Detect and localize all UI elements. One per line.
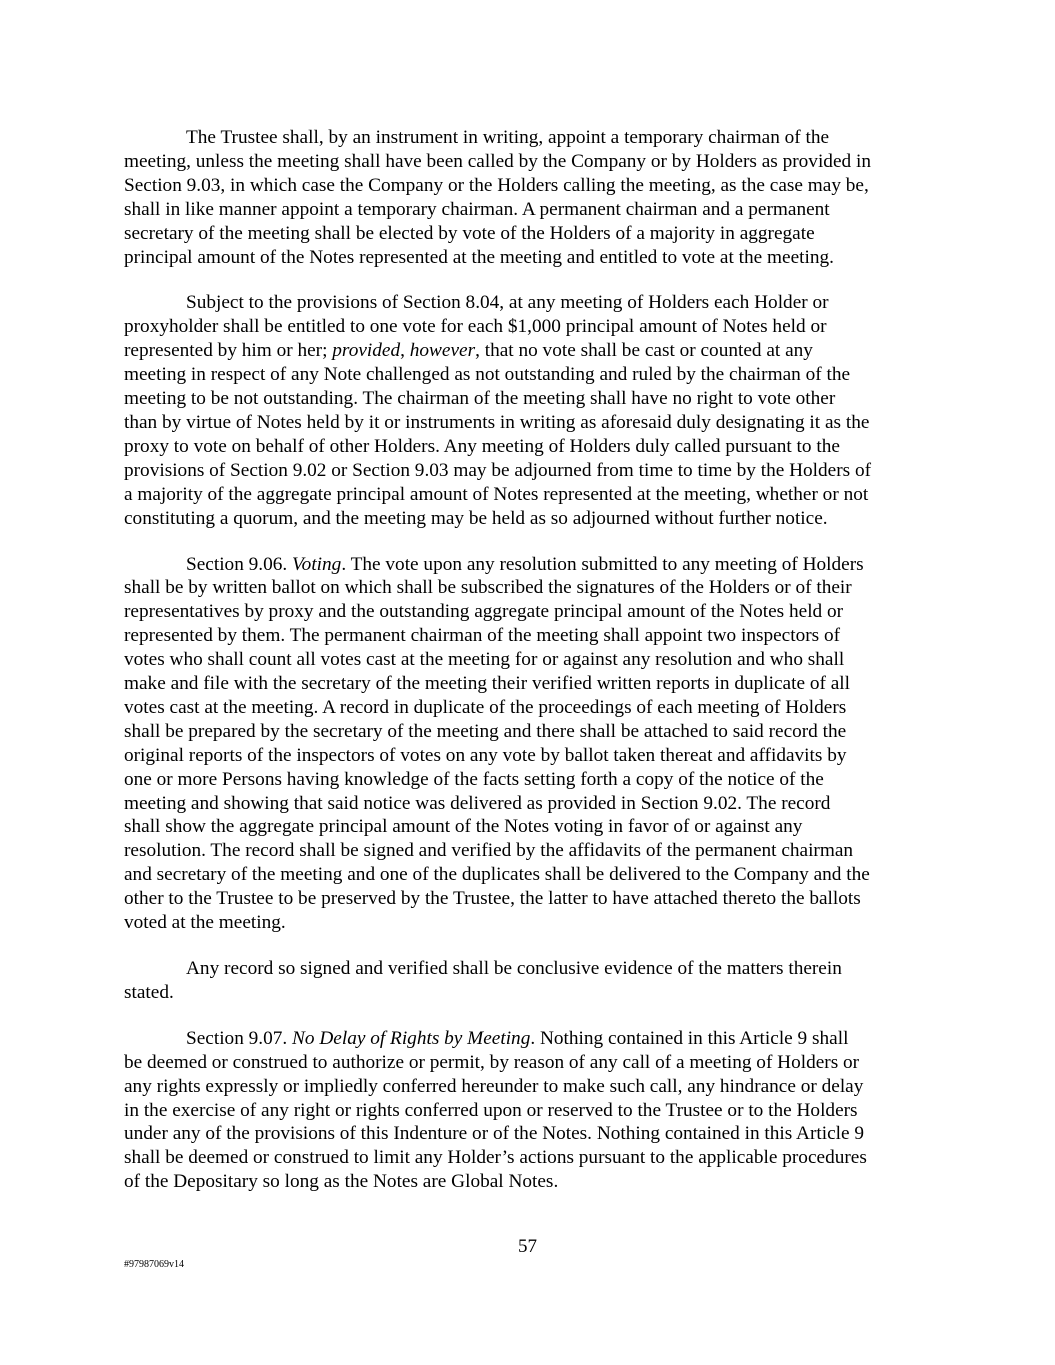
text-line: [62, 720, 932, 744]
text-segment: meeting and showing that said notice was delivered as provided in Section 9.02. The record: [124, 792, 831, 814]
text-segment: proxy to vote on behalf of other Holders. Any meeting of Holders duly called pursuant to the: [124, 435, 840, 457]
text-segment: proxyholder shall be entitled to one vote for each $1,000 principal amount of Notes held or: [124, 316, 827, 338]
text-line: [62, 174, 932, 198]
text-line: [62, 815, 932, 839]
text-segment: meeting in respect of any Note challenged as not outstanding and ruled by the chairman of the: [124, 364, 851, 386]
text-segment: . The vote upon any resolution submitted to any meeting of Holders: [341, 553, 864, 575]
text-line: [62, 624, 932, 648]
text-segment: of the Depositary so long as the Notes are Global Notes.: [124, 1171, 559, 1193]
document-id: #97987069v14: [124, 1259, 184, 1270]
text-segment: principal amount of the Notes represented at the meeting and entitled to vote at the meeting.: [124, 246, 834, 268]
text-line: [124, 957, 932, 981]
text-line: [62, 363, 932, 387]
text-segment: votes who shall count all votes cast at the meeting for or against any resolution and who shall: [124, 649, 845, 671]
text-line: [62, 150, 932, 174]
text-segment: . Nothing contained in this Article 9 shall: [530, 1027, 849, 1049]
text-line: [62, 1051, 932, 1075]
text-line: [124, 126, 932, 150]
paragraph: [124, 126, 932, 269]
text-line: [62, 768, 932, 792]
text-segment: constituting a quorum, and the meeting may be held as so adjourned without further notice.: [124, 507, 828, 529]
text-segment: shall be deemed or construed to limit any Holder’s actions pursuant to the applicable procedures: [124, 1147, 867, 1169]
text-segment: make and file with the secretary of the meeting their verified written reports in duplicate of all: [124, 673, 850, 695]
text-segment: voted at the meeting.: [124, 912, 286, 934]
text-segment: representatives by proxy and the outstanding aggregate principal amount of the Notes held or: [124, 601, 844, 623]
text-line: [62, 435, 932, 459]
text-segment: meeting to be not outstanding. The chairman of the meeting shall have no right to vote other: [124, 388, 836, 410]
text-line: [62, 744, 932, 768]
text-line: [62, 315, 932, 339]
text-segment: Subject to the provisions of Section 8.04, at any meeting of Holders each Holder or: [186, 292, 829, 314]
text-line: [62, 1146, 932, 1170]
text-segment: Section 9.03, in which case the Company or the Holders calling the meeting, as the case may be,: [124, 174, 869, 196]
italic-text: No Delay of Rights by Meeting: [292, 1027, 531, 1049]
paragraph: [124, 553, 932, 936]
text-segment: ,: [400, 340, 410, 362]
paragraph: [124, 957, 932, 1005]
text-segment: other to the Trustee to be preserved by the Trustee, the latter to have attached thereto the ballots: [124, 888, 861, 910]
text-segment: any rights expressly or impliedly conferred hereunder to make such call, any hindrance or delay: [124, 1075, 864, 1097]
text-line: [62, 839, 932, 863]
italic-text: provided: [332, 340, 401, 362]
text-line: [62, 696, 932, 720]
text-segment: a majority of the aggregate principal amount of Notes represented at the meeting, whether or not: [124, 483, 869, 505]
text-segment: The Trustee shall, by an instrument in writing, appoint a temporary chairman of the: [186, 127, 830, 148]
text-segment: shall be by written ballot on which shall be subscribed the signatures of the Holders or of their: [124, 577, 852, 599]
text-segment: original reports of the inspectors of votes on any vote by ballot taken thereat and affidavits by: [124, 744, 847, 766]
text-line: [62, 1075, 932, 1099]
text-segment: votes cast at the meeting. A record in duplicate of the proceedings of each meeting of Holders: [124, 696, 847, 718]
text-segment: represented by them. The permanent chairman of the meeting shall appoint two inspectors of: [124, 625, 841, 647]
text-line: [62, 198, 932, 222]
text-line: [62, 648, 932, 672]
text-line: [62, 246, 932, 270]
text-line: [62, 507, 932, 531]
text-segment: and secretary of the meeting and one of the duplicates shall be delivered to the Company and the: [124, 864, 870, 886]
text-line: [62, 387, 932, 411]
text-line: [62, 411, 932, 435]
text-segment: one or more Persons having knowledge of the facts setting forth a copy of the notice of the: [124, 768, 824, 790]
text-line: [62, 792, 932, 816]
text-segment: resolution. The record shall be signed and verified by the affidavits of the permanent chairman: [124, 840, 854, 862]
text-line: [62, 672, 932, 696]
paragraph: [124, 1027, 932, 1194]
text-segment: Section 9.07.: [186, 1027, 293, 1049]
text-segment: represented by him or her;: [124, 340, 333, 362]
text-line: [62, 887, 932, 911]
text-line: [62, 483, 932, 507]
text-line: [62, 1170, 932, 1194]
text-segment: secretary of the meeting shall be elected by vote of the Holders of a majority in aggregate: [124, 222, 815, 244]
italic-text: Voting: [292, 553, 342, 575]
text-segment: shall in like manner appoint a temporary chairman. A permanent chairman and a permanent: [124, 198, 830, 220]
text-segment: than by virtue of Notes held by it or instruments in writing as aforesaid duly designating it as the: [124, 411, 870, 433]
text-segment: Any record so signed and verified shall be conclusive evidence of the matters therein: [186, 958, 842, 979]
page-number: 57: [518, 1236, 537, 1257]
text-segment: Section 9.06.: [186, 553, 293, 575]
text-line: [62, 459, 932, 483]
text-segment: shall show the aggregate principal amount of the Notes voting in favor of or against any: [124, 816, 803, 838]
text-line: [124, 291, 932, 315]
text-line: [62, 1099, 932, 1123]
text-segment: in the exercise of any right or rights conferred upon or reserved to the Trustee or to the Holders: [124, 1099, 858, 1121]
text-line: [62, 981, 932, 1005]
text-line: [62, 576, 932, 600]
text-segment: be deemed or construed to authorize or permit, by reason of any call of a meeting of Holders or: [124, 1051, 860, 1073]
text-line: [62, 1122, 932, 1146]
text-segment: under any of the provisions of this Indenture or of the Notes. Nothing contained in this Article 9: [124, 1123, 865, 1145]
text-segment: stated.: [124, 981, 174, 1003]
text-line: [62, 911, 932, 935]
text-line: [124, 1027, 932, 1051]
text-segment: shall be prepared by the secretary of the meeting and there shall be attached to said record the: [124, 720, 847, 742]
document-body: [124, 126, 932, 1216]
text-line: [124, 553, 932, 577]
paragraph: [124, 291, 932, 530]
text-segment: , that no vote shall be cast or counted at any: [475, 340, 813, 362]
text-line: [62, 339, 932, 363]
italic-text: however: [409, 340, 476, 362]
text-line: [62, 600, 932, 624]
text-segment: meeting, unless the meeting shall have been called by the Company or by Holders as provided in: [124, 150, 871, 172]
text-segment: provisions of Section 9.02 or Section 9.03 may be adjourned from time to time by the Holders of: [124, 459, 872, 481]
text-line: [62, 863, 932, 887]
text-line: [62, 222, 932, 246]
